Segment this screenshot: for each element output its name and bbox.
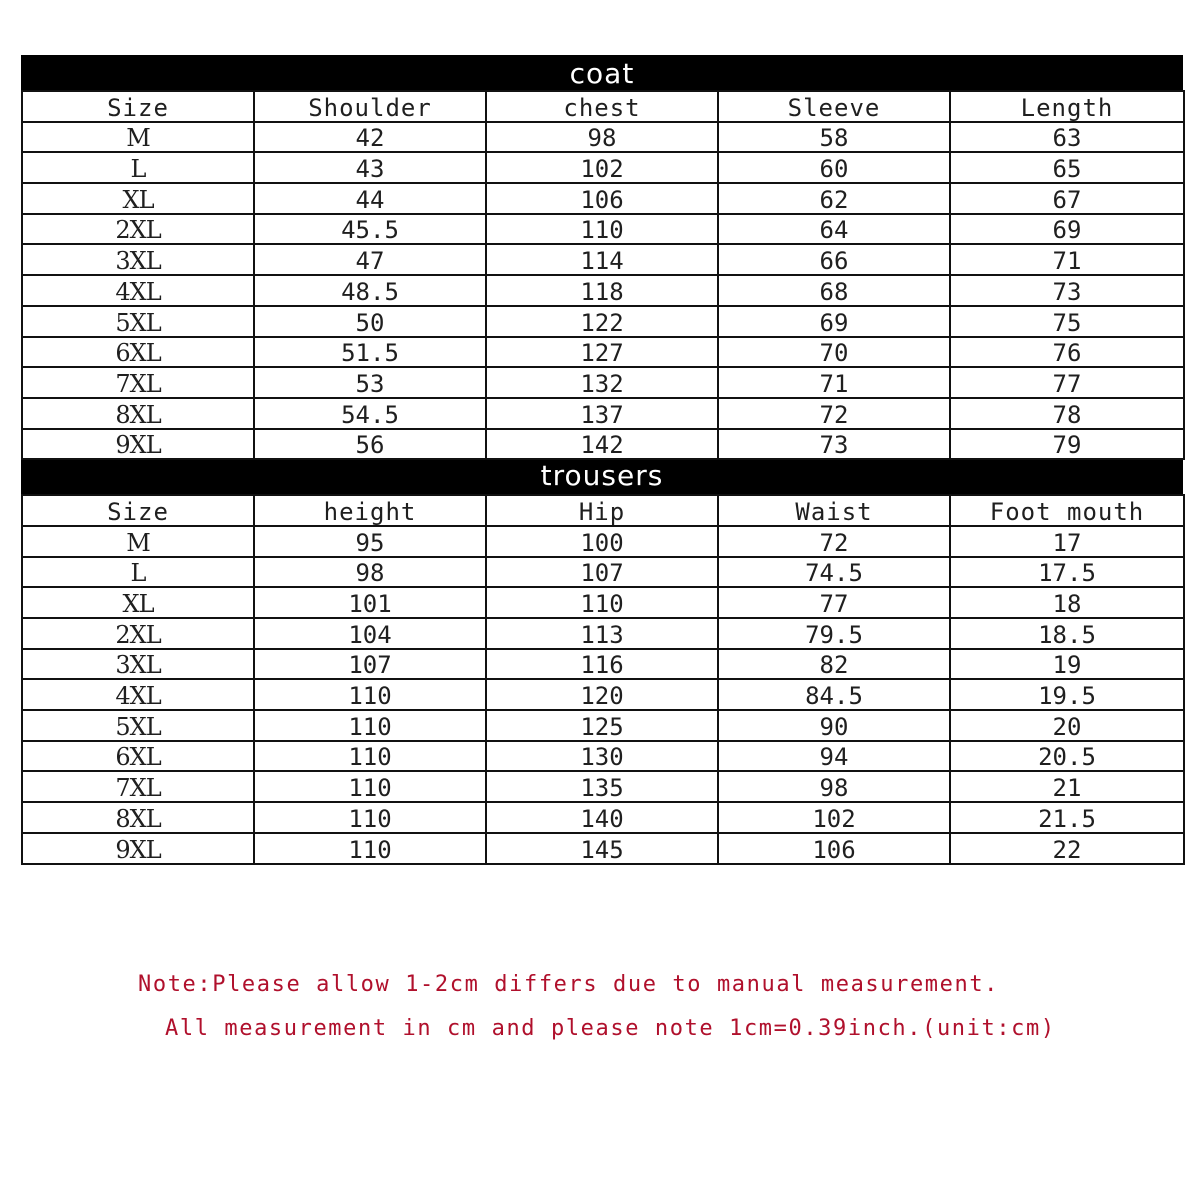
- measurement-cell: 142: [486, 429, 718, 460]
- measurement-cell: 71: [950, 244, 1184, 275]
- table-row: [22, 741, 1184, 772]
- measurement-cell: 77: [718, 587, 950, 618]
- size-cell: XL: [22, 587, 254, 618]
- measurement-cell: 47: [254, 244, 486, 275]
- size-cell: 5XL: [22, 306, 254, 337]
- measurement-cell: 100: [486, 526, 718, 557]
- measurement-cell: 74.5: [718, 557, 950, 588]
- table-row: [22, 833, 1184, 864]
- measurement-cell: 84.5: [718, 679, 950, 710]
- measurement-cell: 107: [486, 557, 718, 588]
- measurement-cell: 20.5: [950, 741, 1184, 772]
- measurement-cell: 113: [486, 618, 718, 649]
- measurement-cell: 110: [254, 710, 486, 741]
- note-allowance: Note:Please allow 1-2cm differs due to manual measurement.: [138, 972, 1000, 997]
- measurement-cell: 118: [486, 275, 718, 306]
- measurement-cell: 106: [718, 833, 950, 864]
- measurement-cell: 135: [486, 771, 718, 802]
- size-cell: 2XL: [22, 214, 254, 245]
- column-header: Shoulder: [254, 91, 486, 122]
- measurement-cell: 18.5: [950, 618, 1184, 649]
- table-row: [22, 122, 1184, 153]
- measurement-cell: 20: [950, 710, 1184, 741]
- measurement-cell: 70: [718, 337, 950, 368]
- table-row: [22, 649, 1184, 680]
- size-cell: M: [22, 122, 254, 153]
- column-header: Size: [22, 495, 254, 526]
- trousers-section-header: [21, 460, 1183, 494]
- table-row: [22, 275, 1184, 306]
- table-row: [22, 557, 1184, 588]
- size-cell: 6XL: [22, 337, 254, 368]
- measurement-cell: 137: [486, 398, 718, 429]
- measurement-cell: 42: [254, 122, 486, 153]
- measurement-cell: 73: [718, 429, 950, 460]
- measurement-cell: 58: [718, 122, 950, 153]
- size-cell: M: [22, 526, 254, 557]
- measurement-cell: 94: [718, 741, 950, 772]
- size-cell: 4XL: [22, 275, 254, 306]
- coat-title: coat: [569, 57, 635, 90]
- measurement-cell: 71: [718, 367, 950, 398]
- measurement-cell: 19: [950, 649, 1184, 680]
- measurement-cell: 82: [718, 649, 950, 680]
- size-cell: 5XL: [22, 710, 254, 741]
- measurement-cell: 102: [718, 802, 950, 833]
- table-row: [22, 337, 1184, 368]
- size-cell: L: [22, 557, 254, 588]
- measurement-cell: 50: [254, 306, 486, 337]
- measurement-cell: 110: [254, 802, 486, 833]
- size-cell: 2XL: [22, 618, 254, 649]
- size-cell: 7XL: [22, 771, 254, 802]
- coat-header-row: [22, 91, 1184, 122]
- size-cell: 4XL: [22, 679, 254, 710]
- measurement-cell: 125: [486, 710, 718, 741]
- measurement-cell: 19.5: [950, 679, 1184, 710]
- measurement-cell: 120: [486, 679, 718, 710]
- measurement-cell: 68: [718, 275, 950, 306]
- measurement-cell: 110: [486, 587, 718, 618]
- measurement-cell: 106: [486, 183, 718, 214]
- column-header: Waist: [718, 495, 950, 526]
- measurement-cell: 95: [254, 526, 486, 557]
- measurement-cell: 62: [718, 183, 950, 214]
- measurement-cell: 65: [950, 152, 1184, 183]
- table-row: [22, 183, 1184, 214]
- table-row: [22, 526, 1184, 557]
- measurement-cell: 17: [950, 526, 1184, 557]
- measurement-cell: 44: [254, 183, 486, 214]
- measurement-cell: 72: [718, 526, 950, 557]
- table-row: [22, 802, 1184, 833]
- measurement-cell: 73: [950, 275, 1184, 306]
- measurement-cell: 64: [718, 214, 950, 245]
- table-row: [22, 679, 1184, 710]
- table-row: [22, 618, 1184, 649]
- table-row: [22, 367, 1184, 398]
- measurement-cell: 53: [254, 367, 486, 398]
- measurement-cell: 43: [254, 152, 486, 183]
- trousers-header-row: [22, 495, 1184, 526]
- size-cell: 3XL: [22, 649, 254, 680]
- measurement-cell: 72: [718, 398, 950, 429]
- note-units: All measurement in cm and please note 1cm=0.39inch.(unit:cm): [165, 1016, 1056, 1041]
- coat-table: [21, 90, 1185, 460]
- table-row: [22, 771, 1184, 802]
- column-header: Sleeve: [718, 91, 950, 122]
- measurement-cell: 54.5: [254, 398, 486, 429]
- measurement-cell: 110: [254, 771, 486, 802]
- measurement-cell: 127: [486, 337, 718, 368]
- measurement-cell: 60: [718, 152, 950, 183]
- measurement-cell: 79: [950, 429, 1184, 460]
- table-row: [22, 152, 1184, 183]
- measurement-cell: 101: [254, 587, 486, 618]
- size-cell: 9XL: [22, 833, 254, 864]
- table-row: [22, 587, 1184, 618]
- size-chart: [21, 55, 1183, 865]
- measurement-cell: 63: [950, 122, 1184, 153]
- measurement-cell: 21: [950, 771, 1184, 802]
- measurement-cell: 69: [950, 214, 1184, 245]
- measurement-cell: 98: [254, 557, 486, 588]
- measurement-cell: 78: [950, 398, 1184, 429]
- measurement-cell: 116: [486, 649, 718, 680]
- measurement-cell: 75: [950, 306, 1184, 337]
- column-header: height: [254, 495, 486, 526]
- size-cell: 8XL: [22, 398, 254, 429]
- table-row: [22, 398, 1184, 429]
- measurement-cell: 66: [718, 244, 950, 275]
- measurement-cell: 130: [486, 741, 718, 772]
- measurement-cell: 51.5: [254, 337, 486, 368]
- column-header: Length: [950, 91, 1184, 122]
- size-cell: L: [22, 152, 254, 183]
- size-cell: 8XL: [22, 802, 254, 833]
- coat-section-header: [21, 55, 1183, 90]
- measurement-cell: 90: [718, 710, 950, 741]
- measurement-cell: 145: [486, 833, 718, 864]
- table-row: [22, 710, 1184, 741]
- measurement-cell: 104: [254, 618, 486, 649]
- trousers-table: [21, 494, 1185, 864]
- measurement-cell: 98: [718, 771, 950, 802]
- measurement-cell: 114: [486, 244, 718, 275]
- measurement-cell: 67: [950, 183, 1184, 214]
- measurement-cell: 98: [486, 122, 718, 153]
- measurement-cell: 77: [950, 367, 1184, 398]
- column-header: Size: [22, 91, 254, 122]
- measurement-cell: 18: [950, 587, 1184, 618]
- measurement-cell: 102: [486, 152, 718, 183]
- measurement-cell: 69: [718, 306, 950, 337]
- size-cell: 6XL: [22, 741, 254, 772]
- measurement-cell: 48.5: [254, 275, 486, 306]
- size-cell: XL: [22, 183, 254, 214]
- measurement-cell: 45.5: [254, 214, 486, 245]
- table-row: [22, 244, 1184, 275]
- measurement-cell: 110: [486, 214, 718, 245]
- column-header: chest: [486, 91, 718, 122]
- measurement-cell: 132: [486, 367, 718, 398]
- measurement-cell: 110: [254, 833, 486, 864]
- size-cell: 9XL: [22, 429, 254, 460]
- measurement-cell: 140: [486, 802, 718, 833]
- measurement-cell: 21.5: [950, 802, 1184, 833]
- measurement-cell: 76: [950, 337, 1184, 368]
- measurement-cell: 79.5: [718, 618, 950, 649]
- measurement-cell: 110: [254, 679, 486, 710]
- column-header: Hip: [486, 495, 718, 526]
- column-header: Foot mouth: [950, 495, 1184, 526]
- measurement-cell: 22: [950, 833, 1184, 864]
- size-cell: 7XL: [22, 367, 254, 398]
- measurement-cell: 56: [254, 429, 486, 460]
- measurement-cell: 17.5: [950, 557, 1184, 588]
- measurement-cell: 122: [486, 306, 718, 337]
- trousers-title: trousers: [540, 459, 664, 493]
- table-row: [22, 214, 1184, 245]
- measurement-cell: 110: [254, 741, 486, 772]
- table-row: [22, 429, 1184, 460]
- table-row: [22, 306, 1184, 337]
- measurement-cell: 107: [254, 649, 486, 680]
- size-cell: 3XL: [22, 244, 254, 275]
